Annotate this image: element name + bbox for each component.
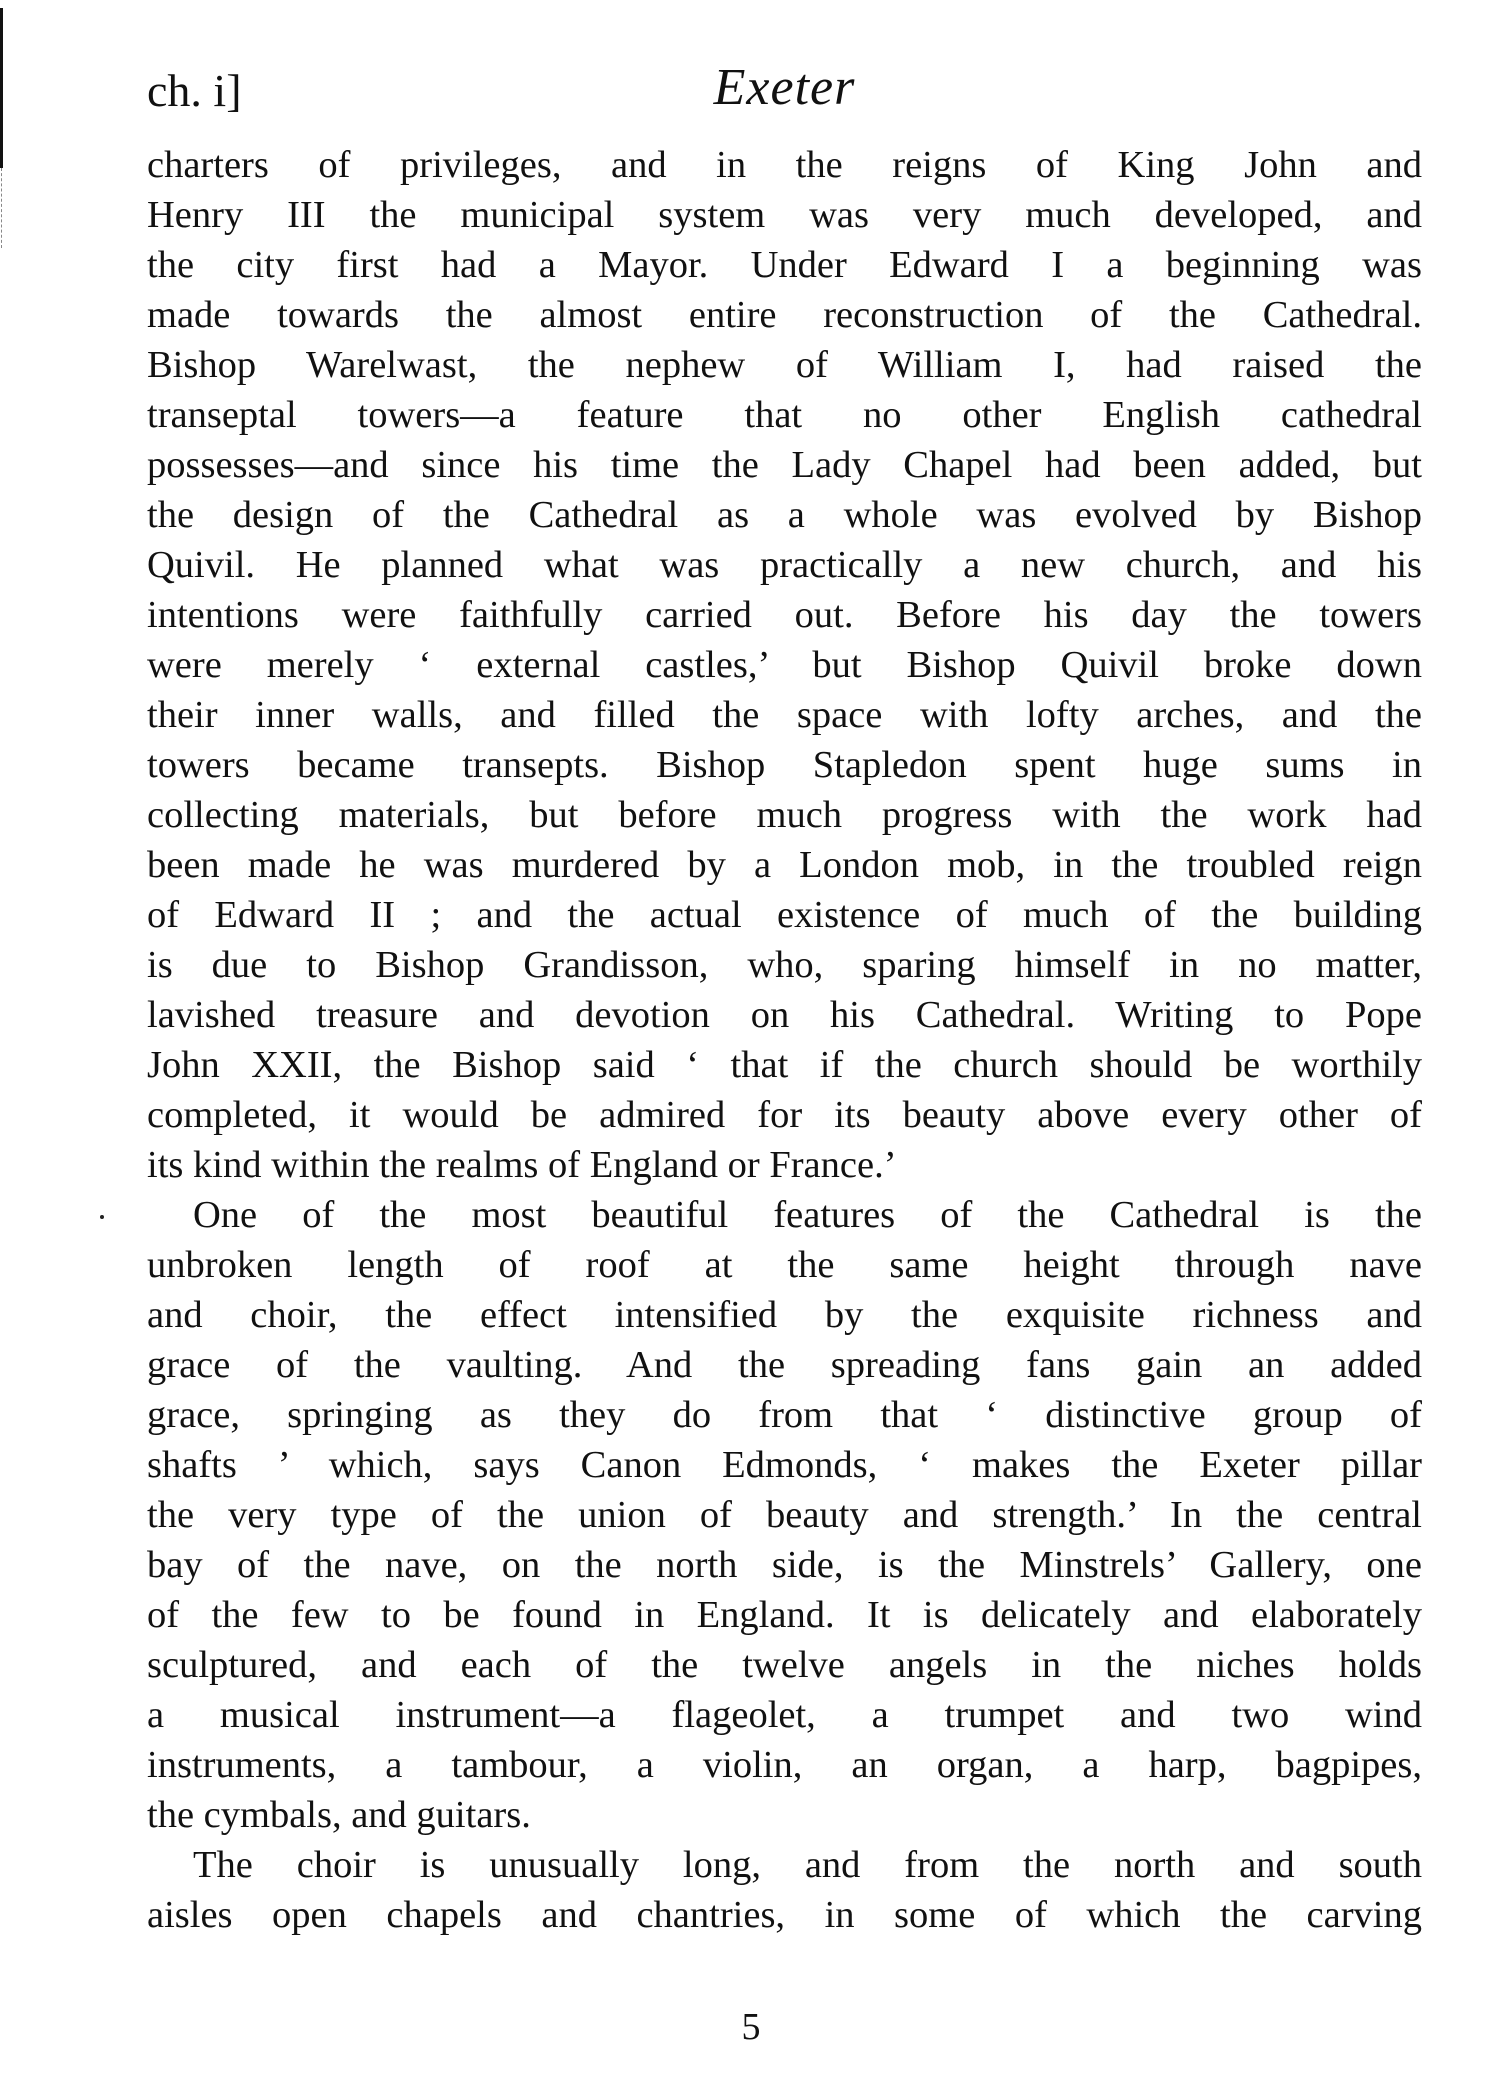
text-line: of Edward II ; and the actual existence of much of the building	[147, 894, 1422, 936]
text-line: grace of the vaulting. And the spreading fans gain an added	[147, 1344, 1422, 1386]
text-line: One of the most beautiful features of the Cathedral is the	[193, 1194, 1422, 1236]
body-text	[147, 140, 1422, 1940]
text-line: charters of privileges, and in the reigns of King John and	[147, 144, 1422, 186]
text-line: bay of the nave, on the north side, is the Minstrels’ Gallery, one	[147, 1544, 1422, 1586]
text-line: shafts ’ which, says Canon Edmonds, ‘ makes the Exeter pillar	[147, 1444, 1422, 1486]
text-line: The choir is unusually long, and from the north and south	[193, 1844, 1422, 1886]
text-line: completed, it would be admired for its beauty above every other of	[147, 1094, 1422, 1136]
text-line: the city first had a Mayor. Under Edward I a beginning was	[147, 244, 1422, 286]
text-line: towers became transepts. Bishop Stapledon spent huge sums in	[147, 744, 1422, 786]
text-line: a musical instrument—a flageolet, a trumpet and two wind	[147, 1694, 1422, 1736]
text-line: unbroken length of roof at the same height through nave	[147, 1244, 1422, 1286]
text-line: of the few to be found in England. It is delicately and elaborately	[147, 1594, 1422, 1636]
text-line: the design of the Cathedral as a whole was evolved by Bishop	[147, 494, 1422, 536]
page-edge-dashes	[1, 168, 3, 248]
text-line: instruments, a tambour, a violin, an organ, a harp, bagpipes,	[147, 1744, 1422, 1786]
text-line: transeptal towers—a feature that no other English cathedral	[147, 394, 1422, 436]
text-line: is due to Bishop Grandisson, who, sparing himself in no matter,	[147, 944, 1422, 986]
page-edge	[0, 8, 3, 168]
text-line: its kind within the realms of England or France.’	[147, 1144, 897, 1186]
text-line: were merely ‘ external castles,’ but Bishop Quivil broke down	[147, 644, 1422, 686]
text-line: Henry III the municipal system was very much developed, and	[147, 194, 1422, 236]
text-line: the cymbals, and guitars.	[147, 1794, 531, 1836]
text-line: their inner walls, and filled the space with lofty arches, and the	[147, 694, 1422, 736]
text-line: made towards the almost entire reconstruction of the Cathedral.	[147, 294, 1422, 336]
text-line: been made he was murdered by a London mob, in the troubled reign	[147, 844, 1422, 886]
text-line: sculptured, and each of the twelve angels in the niches holds	[147, 1644, 1422, 1686]
page-number: 5	[741, 2006, 761, 2048]
text-line: intentions were faithfully carried out. Before his day the towers	[147, 594, 1422, 636]
text-line: John XXII, the Bishop said ‘ that if the church should be worthily	[147, 1044, 1422, 1086]
text-line: and choir, the effect intensified by the exquisite richness and	[147, 1294, 1422, 1336]
text-line: grace, springing as they do from that ‘ distinctive group of	[147, 1394, 1422, 1436]
text-line: Bishop Warelwast, the nephew of William I, had raised the	[147, 344, 1422, 386]
chapter-label: ch. i]	[147, 65, 242, 116]
running-header	[147, 58, 1422, 128]
text-line: possesses—and since his time the Lady Chapel had been added, but	[147, 444, 1422, 486]
text-line: aisles open chapels and chantries, in some of which the carving	[147, 1894, 1422, 1936]
text-line: lavished treasure and devotion on his Cathedral. Writing to Pope	[147, 994, 1422, 1036]
text-line: Quivil. He planned what was practically a new church, and his	[147, 544, 1422, 586]
text-line: the very type of the union of beauty and strength.’ In the central	[147, 1494, 1422, 1536]
stray-mark	[100, 1215, 104, 1219]
text-line: collecting materials, but before much progress with the work had	[147, 794, 1422, 836]
page-title: Exeter	[713, 59, 856, 116]
